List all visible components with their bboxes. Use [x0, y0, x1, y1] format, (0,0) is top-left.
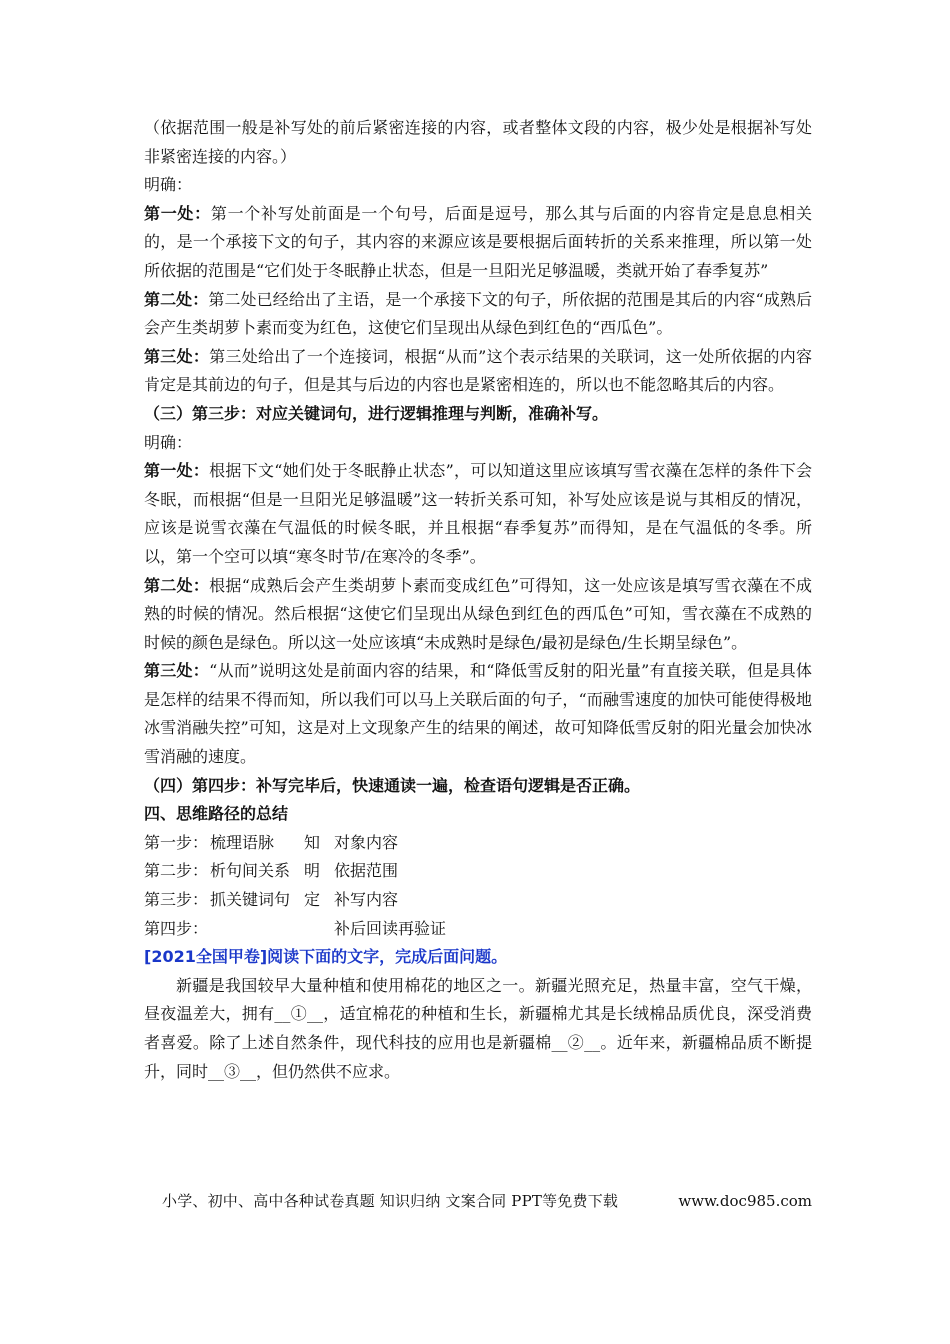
summary-row-4	[144, 915, 812, 944]
summary-row-3	[144, 886, 812, 915]
summary-detail: 依据范围	[334, 861, 399, 881]
intro-paragraph: （依据范围一般是补写处的前后紧密连接的内容，或者整体文段的内容，极少处是根据补写处非紧密连接的内容。）	[144, 118, 812, 166]
summary-key: 知	[304, 832, 321, 852]
summary-step: 第一步：	[144, 832, 209, 852]
page-footer	[162, 1190, 812, 1212]
step2-item-1	[144, 200, 812, 286]
summary-key: 定	[304, 890, 321, 910]
heading-step3: （三）第三步：对应关键词句，进行逻辑推理与判断，准确补写。	[144, 403, 609, 423]
step3-item-2-text: 根据“成熟后会产生类胡萝卜素而变成红色”可得知，这一处应该是填写雪衣藻在不成熟的时候的情况。然后根据“这使它们呈现出从绿色到红色的西瓜色”可知，雪衣藻在不成熟的时候的颜色是绿色。所以这一处应该填“未成熟时是绿色/最初是绿色/生长期呈绿色”。	[144, 575, 812, 652]
mingque-label-2: 明确：	[144, 432, 193, 452]
mingque-label: 明确：	[144, 175, 193, 195]
summary-main	[210, 915, 304, 944]
step3-item-3-text: “从而”说明这处是前面内容的结果，和“降低雪反射的阳光量”有直接关联，但是具体是怎样的结果不得而知，所以我们可以马上关联后面的句子，“而融雪速度的加快可能使得极地冰雪消融失控”可知，这是对上文现象产生的结果的阐述，故可知降低雪反射的阳光量会加快冰雪消融的速度。	[144, 661, 812, 767]
summary-detail: 对象内容	[334, 832, 399, 852]
summary-row-2	[144, 857, 812, 886]
step3-item-2-label: 第二处：	[144, 575, 210, 595]
summary-step: 第三步：	[144, 890, 209, 910]
summary-step: 第二步：	[144, 861, 209, 881]
exam-title: [2021全国甲卷]阅读下面的文字，完成后面问题。	[144, 947, 508, 967]
step2-item-2-label: 第二处：	[144, 289, 209, 309]
footer-text: 小学、初中、高中各种试卷真题 知识归纳 文案合同 PPT等免费下载	[162, 1192, 619, 1210]
step2-item-3	[144, 343, 812, 400]
step3-item-3	[144, 657, 812, 771]
document-body	[144, 114, 812, 1086]
step3-item-3-label: 第三处：	[144, 661, 210, 681]
heading-step4: （四）第四步：补写完毕后，快速通读一遍，检查语句逻辑是否正确。	[144, 775, 641, 795]
step2-item-2	[144, 286, 812, 343]
summary-key	[304, 915, 334, 944]
footer-url: www.doc985.com	[678, 1192, 812, 1210]
summary-detail: 补写内容	[334, 890, 399, 910]
summary-main: 析句间关系	[210, 861, 291, 881]
summary-step: 第四步：	[144, 918, 209, 938]
step3-item-1-text: 根据下文“她们处于冬眠静止状态”，可以知道这里应该填写雪衣藻在怎样的条件下会冬眠，而根据“但是一旦阳光足够温暖”这一转折关系可知，补写处应该是说与其相反的情况，应该是说雪衣藻在气温低的时候冬眠，并且根据“春季复苏”而得知，是在气温低的冬季。所以，第一个空可以填“寒冬时节/在寒冷的冬季”。	[144, 461, 812, 566]
exam-passage: 新疆是我国较早大量种植和使用棉花的地区之一。新疆光照充足，热量丰富，空气干燥，昼夜温差大，拥有__①__，适宜棉花的种植和生长，新疆棉尤其是长绒棉品质优良，深受消费者喜爱。除了上述自然条件，现代科技的应用也是新疆棉__②__。近年来，新疆棉品质不断提升，同时__③__，但仍然供不应求。	[144, 975, 812, 1081]
summary-key: 明	[304, 861, 321, 881]
step2-item-3-text: 第三处给出了一个连接词，根据“从而”这个表示结果的关联词，这一处所依据的内容肯定是其前边的句子，但是其与后边的内容也是紧密相连的，所以也不能忽略其后的内容。	[144, 346, 812, 395]
step3-item-2	[144, 572, 812, 658]
step2-item-1-text: 第一个补写处前面是一个句号，后面是逗号，那么其与后面的内容肯定是息息相关的，是一个承接下文的句子，其内容的来源应该是要根据后面转折的关系来推理，所以第一处所依据的范围是“它们处于冬眠静止状态，但是一旦阳光足够温暖，类就开始了春季复苏”	[144, 203, 812, 280]
step3-item-1	[144, 457, 812, 571]
step2-item-1-label: 第一处：	[144, 203, 211, 223]
summary-main: 梳理语脉	[210, 832, 275, 852]
step2-item-3-label: 第三处：	[144, 346, 210, 366]
summary-detail: 补后回读再验证	[334, 918, 447, 938]
summary-row-1	[144, 829, 812, 858]
heading-summary: 四、思维路径的总结	[144, 804, 289, 824]
step2-item-2-text: 第二处已经给出了主语，是一个承接下文的句子，所依据的范围是其后的内容“成熟后会产生类胡萝卜素而变为红色，这使它们呈现出从绿色到红色的“西瓜色”。	[144, 289, 812, 338]
step3-item-1-label: 第一处：	[144, 461, 210, 481]
summary-main: 抓关键词句	[210, 890, 291, 910]
